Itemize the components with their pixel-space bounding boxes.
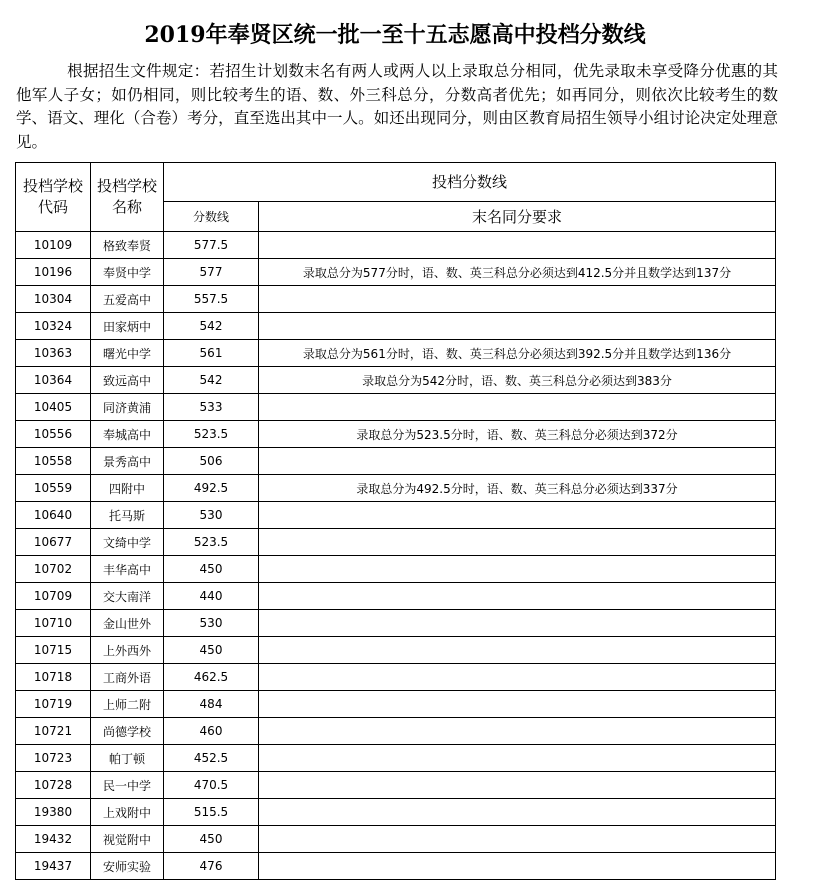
table-row <box>16 853 776 880</box>
school-code-cell: 10304 <box>16 286 91 313</box>
school-name-cell: 帕丁顿 <box>91 745 164 772</box>
school-name-cell: 田家炳中 <box>91 313 164 340</box>
score-cell: 523.5 <box>164 421 259 448</box>
requirement-cell: 录取总分为523.5分时，语、数、英三科总分必须达到372分 <box>259 421 776 448</box>
score-cell: 530 <box>164 502 259 529</box>
requirement-cell <box>259 853 776 880</box>
requirement-cell <box>259 745 776 772</box>
table-row <box>16 340 776 367</box>
score-cell: 533 <box>164 394 259 421</box>
school-name-cell: 尚德学校 <box>91 718 164 745</box>
header-score-group: 投档分数线 <box>164 163 776 202</box>
score-cell: 484 <box>164 691 259 718</box>
score-cell: 450 <box>164 637 259 664</box>
school-code-cell: 10556 <box>16 421 91 448</box>
score-cell: 523.5 <box>164 529 259 556</box>
requirement-cell <box>259 691 776 718</box>
table-row <box>16 745 776 772</box>
table-row <box>16 475 776 502</box>
school-code-cell: 10728 <box>16 772 91 799</box>
score-cell: 561 <box>164 340 259 367</box>
school-code-cell: 10558 <box>16 448 91 475</box>
requirement-cell <box>259 448 776 475</box>
table-row <box>16 367 776 394</box>
requirement-cell <box>259 637 776 664</box>
school-code-cell: 10640 <box>16 502 91 529</box>
school-name-cell: 民一中学 <box>91 772 164 799</box>
table-row <box>16 772 776 799</box>
score-cell: 452.5 <box>164 745 259 772</box>
school-code-cell: 10709 <box>16 583 91 610</box>
school-name-cell: 丰华高中 <box>91 556 164 583</box>
requirement-cell: 录取总分为561分时，语、数、英三科总分必须达到392.5分并且数学达到136分 <box>259 340 776 367</box>
table-row <box>16 610 776 637</box>
requirement-cell <box>259 529 776 556</box>
score-cell: 542 <box>164 313 259 340</box>
school-name-cell: 奉贤中学 <box>91 259 164 286</box>
score-cell: 542 <box>164 367 259 394</box>
school-name-cell: 上外西外 <box>91 637 164 664</box>
score-table <box>15 162 776 880</box>
school-name-cell: 视觉附中 <box>91 826 164 853</box>
requirement-cell <box>259 718 776 745</box>
school-name-cell: 文绮中学 <box>91 529 164 556</box>
table-row <box>16 583 776 610</box>
score-cell: 450 <box>164 556 259 583</box>
table-row <box>16 502 776 529</box>
school-name-cell: 托马斯 <box>91 502 164 529</box>
header-school-code <box>16 163 91 232</box>
requirement-cell <box>259 394 776 421</box>
table-row <box>16 799 776 826</box>
school-code-cell: 19380 <box>16 799 91 826</box>
score-cell: 530 <box>164 610 259 637</box>
table-row <box>16 394 776 421</box>
score-cell: 492.5 <box>164 475 259 502</box>
school-code-cell: 10677 <box>16 529 91 556</box>
school-name-cell: 上戏附中 <box>91 799 164 826</box>
header-school-code-line2: 代码 <box>37 198 68 216</box>
school-name-cell: 景秀高中 <box>91 448 164 475</box>
school-name-cell: 奉城高中 <box>91 421 164 448</box>
score-cell: 557.5 <box>164 286 259 313</box>
school-code-cell: 10405 <box>16 394 91 421</box>
requirement-cell <box>259 502 776 529</box>
school-name-cell: 交大南洋 <box>91 583 164 610</box>
school-code-cell: 10364 <box>16 367 91 394</box>
score-cell: 462.5 <box>164 664 259 691</box>
score-cell: 450 <box>164 826 259 853</box>
table-row <box>16 286 776 313</box>
school-name-cell: 曙光中学 <box>91 340 164 367</box>
score-cell: 460 <box>164 718 259 745</box>
requirement-cell: 录取总分为577分时，语、数、英三科总分必须达到412.5分并且数学达到137分 <box>259 259 776 286</box>
score-cell: 506 <box>164 448 259 475</box>
table-row <box>16 691 776 718</box>
school-name-cell: 金山世外 <box>91 610 164 637</box>
school-code-cell: 10718 <box>16 664 91 691</box>
table-row <box>16 664 776 691</box>
school-name-cell: 工商外语 <box>91 664 164 691</box>
score-cell: 577 <box>164 259 259 286</box>
requirement-cell: 录取总分为492.5分时，语、数、英三科总分必须达到337分 <box>259 475 776 502</box>
requirement-cell <box>259 664 776 691</box>
score-cell: 470.5 <box>164 772 259 799</box>
score-cell: 440 <box>164 583 259 610</box>
header-school-code-line1: 投档学校 <box>22 177 83 195</box>
score-cell: 515.5 <box>164 799 259 826</box>
school-code-cell: 10723 <box>16 745 91 772</box>
score-cell: 577.5 <box>164 232 259 259</box>
page-title: 2019年奉贤区统一批一至十五志愿高中投档分数线 <box>144 22 646 48</box>
school-code-cell: 10721 <box>16 718 91 745</box>
school-name-cell: 安师实验 <box>91 853 164 880</box>
requirement-cell: 录取总分为542分时，语、数、英三科总分必须达到383分 <box>259 367 776 394</box>
header-score: 分数线 <box>164 202 259 232</box>
table-row <box>16 259 776 286</box>
school-name-cell: 致远高中 <box>91 367 164 394</box>
table-row <box>16 313 776 340</box>
school-name-cell: 同济黄浦 <box>91 394 164 421</box>
school-code-cell: 10324 <box>16 313 91 340</box>
school-code-cell: 10715 <box>16 637 91 664</box>
requirement-cell <box>259 610 776 637</box>
header-school-name <box>91 163 164 232</box>
header-school-name-line2: 名称 <box>111 198 142 216</box>
requirement-cell <box>259 313 776 340</box>
school-name-cell: 五爱高中 <box>91 286 164 313</box>
requirement-cell <box>259 583 776 610</box>
header-school-name-line1: 投档学校 <box>96 177 157 195</box>
school-code-cell: 10109 <box>16 232 91 259</box>
requirement-cell <box>259 286 776 313</box>
table-row <box>16 556 776 583</box>
header-requirement: 末名同分要求 <box>259 202 776 232</box>
school-code-cell: 10196 <box>16 259 91 286</box>
table-body <box>16 232 776 880</box>
school-name-cell: 格致奉贤 <box>91 232 164 259</box>
table-row <box>16 232 776 259</box>
intro-paragraph: 根据招生文件规定：若招生计划数末名有两人或两人以上录取总分相同，优先录取未享受降分优惠的其他军人子女；如仍相同，则比较考生的语、数、外三科总分，分数高者优先；如再同分，则依次比较考生的数学、语文、理化（合卷）考分，直至选出其中一人。如还出现同分，则由区教育局招生领导小组讨论决定处理意见。 <box>16 62 778 151</box>
requirement-cell <box>259 826 776 853</box>
table-row <box>16 826 776 853</box>
school-code-cell: 19432 <box>16 826 91 853</box>
school-code-cell: 10710 <box>16 610 91 637</box>
table-row <box>16 718 776 745</box>
score-cell: 476 <box>164 853 259 880</box>
school-code-cell: 10363 <box>16 340 91 367</box>
requirement-cell <box>259 799 776 826</box>
table-row <box>16 637 776 664</box>
table-row <box>16 448 776 475</box>
school-code-cell: 10702 <box>16 556 91 583</box>
school-code-cell: 10559 <box>16 475 91 502</box>
table-row <box>16 421 776 448</box>
school-code-cell: 10719 <box>16 691 91 718</box>
school-name-cell: 上师二附 <box>91 691 164 718</box>
requirement-cell <box>259 556 776 583</box>
school-name-cell: 四附中 <box>91 475 164 502</box>
table-row <box>16 529 776 556</box>
requirement-cell <box>259 772 776 799</box>
school-code-cell: 19437 <box>16 853 91 880</box>
requirement-cell <box>259 232 776 259</box>
